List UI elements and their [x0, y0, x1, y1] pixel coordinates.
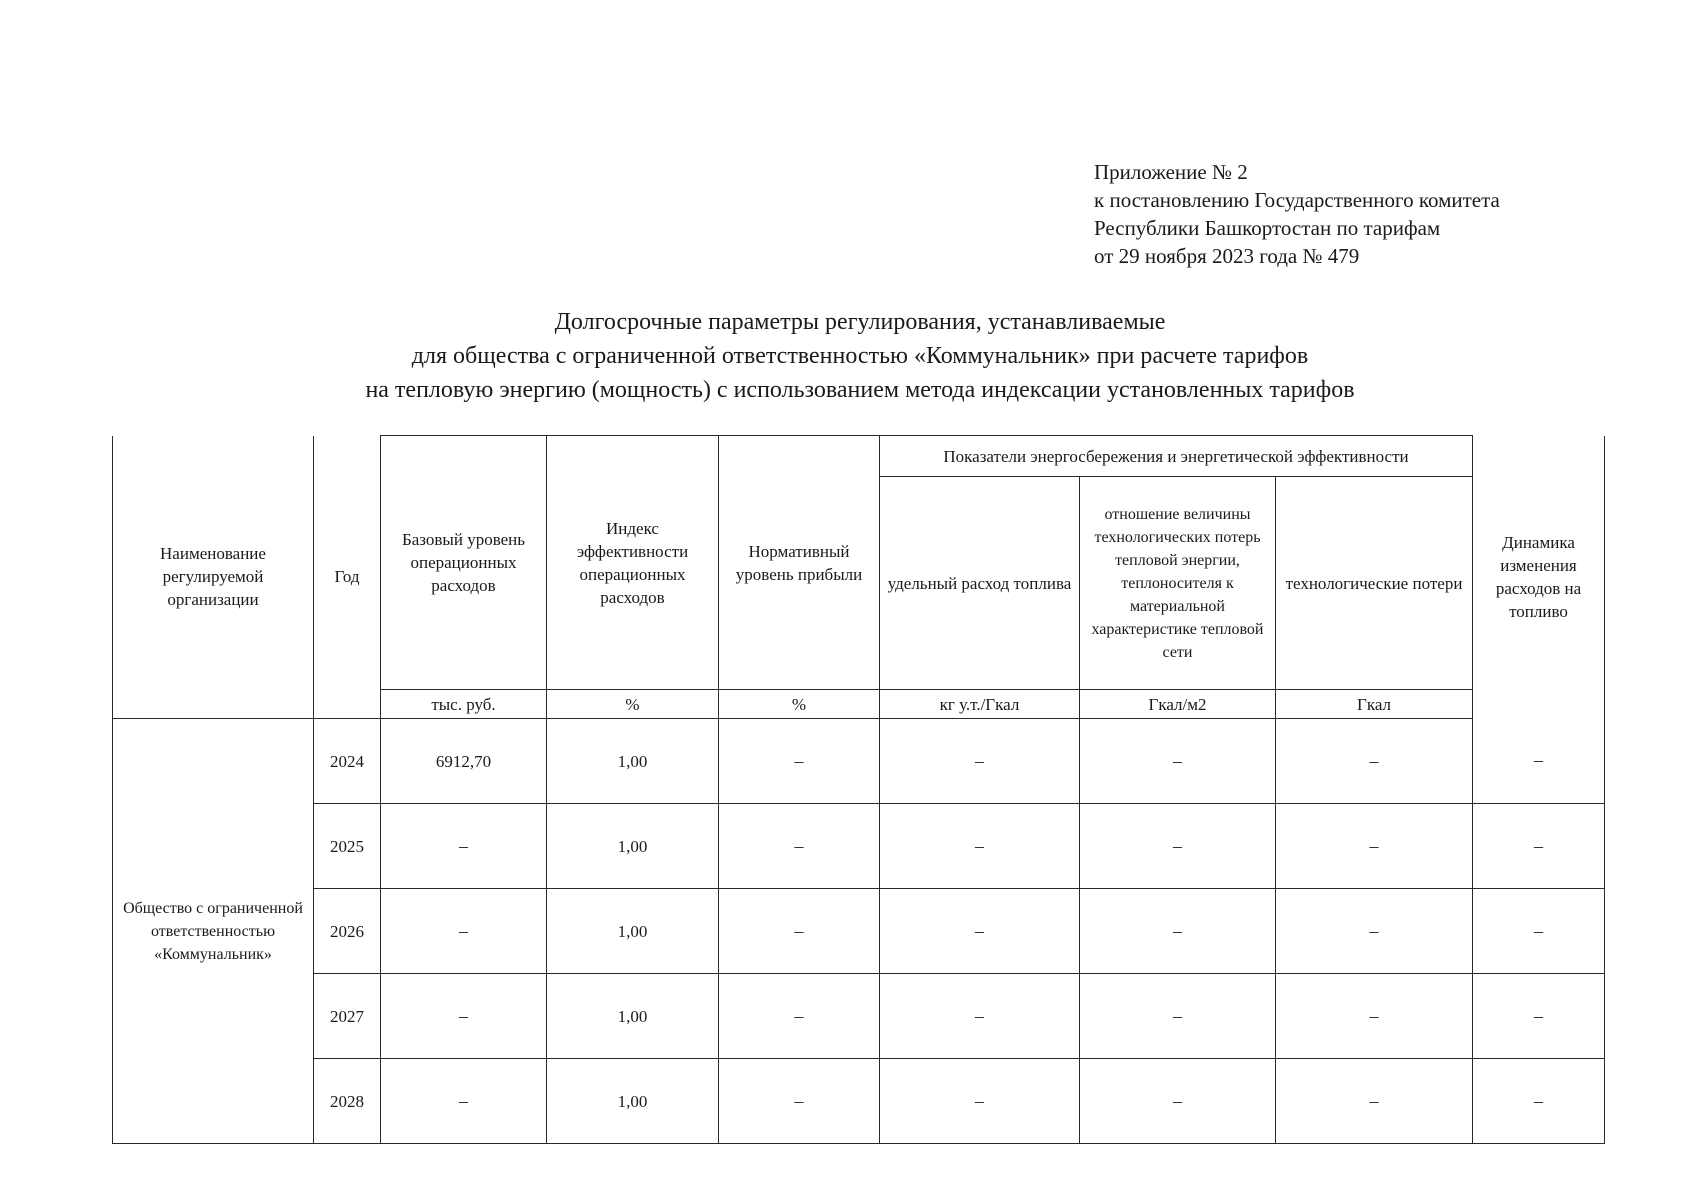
unit-fuel: кг у.т./Гкал — [880, 690, 1080, 719]
cell-fuel: – — [880, 889, 1080, 974]
cell-year: 2025 — [314, 804, 381, 889]
cell-base: 6912,70 — [381, 719, 547, 804]
header-year: Год — [314, 436, 381, 719]
cell-year: 2028 — [314, 1059, 381, 1144]
cell-index: 1,00 — [547, 1059, 719, 1144]
cell-index: 1,00 — [547, 974, 719, 1059]
table-row — [113, 719, 1605, 804]
cell-base: – — [381, 974, 547, 1059]
appendix-line-3: Республики Башкортостан по тарифам — [1094, 216, 1441, 240]
cell-dynamics: – — [1473, 1059, 1605, 1144]
cell-losses: – — [1276, 719, 1473, 804]
title-line-3: на тепловую энергию (мощность) с использованием метода индексации установленных тарифов — [365, 377, 1355, 403]
cell-dynamics: – — [1473, 719, 1605, 804]
cell-ratio: – — [1080, 719, 1276, 804]
cell-ratio: – — [1080, 974, 1276, 1059]
header-fuel-dynamics: Динамика изменения расходов на топливо — [1473, 436, 1605, 719]
cell-losses: – — [1276, 889, 1473, 974]
cell-year: 2027 — [314, 974, 381, 1059]
cell-fuel: – — [880, 719, 1080, 804]
unit-base: тыс. руб. — [381, 690, 547, 719]
cell-fuel: – — [880, 1059, 1080, 1144]
cell-dynamics: – — [1473, 889, 1605, 974]
parameters-table — [112, 435, 1605, 1144]
cell-ratio: – — [1080, 889, 1276, 974]
header-tech-losses: технологические потери — [1276, 477, 1473, 690]
cell-profit: – — [719, 889, 880, 974]
document-title — [0, 305, 1696, 407]
organization-name: Общество с ограниченной ответственностью «Коммунальник» — [113, 719, 314, 1144]
cell-index: 1,00 — [547, 804, 719, 889]
header-efficiency-index: Индекс эффективности операционных расходов — [547, 436, 719, 690]
unit-index: % — [547, 690, 719, 719]
cell-profit: – — [719, 974, 880, 1059]
unit-profit: % — [719, 690, 880, 719]
cell-ratio: – — [1080, 1059, 1276, 1144]
table-row — [113, 889, 1605, 974]
header-loss-ratio: отношение величины технологических потерь тепловой энергии, теплоносителя к материальной характеристике тепловой сети — [1080, 477, 1276, 690]
header-base-opex: Базовый уровень операционных расходов — [381, 436, 547, 690]
header-fuel-consumption: удельный расход топлива — [880, 477, 1080, 690]
title-line-2: для общества с ограниченной ответственностью «Коммунальник» при расчете тарифов — [411, 343, 1309, 369]
cell-profit: – — [719, 719, 880, 804]
unit-losses: Гкал — [1276, 690, 1473, 719]
header-profit-level: Нормативный уровень прибыли — [719, 436, 880, 690]
cell-losses: – — [1276, 974, 1473, 1059]
appendix-line-4: от 29 ноября 2023 года № 479 — [1094, 244, 1360, 268]
title-line-1: Долгосрочные параметры регулирования, устанавливаемые — [554, 309, 1166, 335]
header-org: Наименование регулируемой организации — [113, 436, 314, 719]
cell-index: 1,00 — [547, 889, 719, 974]
cell-base: – — [381, 1059, 547, 1144]
cell-losses: – — [1276, 804, 1473, 889]
table-row — [113, 1059, 1605, 1144]
table-row — [113, 974, 1605, 1059]
cell-base: – — [381, 889, 547, 974]
cell-year: 2026 — [314, 889, 381, 974]
cell-year: 2024 — [314, 719, 381, 804]
appendix-line-1: Приложение № 2 — [1094, 160, 1248, 184]
cell-ratio: – — [1080, 804, 1276, 889]
cell-fuel: – — [880, 974, 1080, 1059]
cell-losses: – — [1276, 1059, 1473, 1144]
cell-dynamics: – — [1473, 974, 1605, 1059]
header-row-group — [113, 436, 1605, 477]
header-energy-group: Показатели энергосбережения и энергетической эффективности — [880, 436, 1473, 477]
appendix-line-2: к постановлению Государственного комитета — [1094, 188, 1500, 212]
table-row — [113, 804, 1605, 889]
unit-ratio: Гкал/м2 — [1080, 690, 1276, 719]
cell-index: 1,00 — [547, 719, 719, 804]
cell-dynamics: – — [1473, 804, 1605, 889]
appendix-block — [1094, 158, 1500, 270]
cell-profit: – — [719, 1059, 880, 1144]
cell-base: – — [381, 804, 547, 889]
cell-profit: – — [719, 804, 880, 889]
cell-fuel: – — [880, 804, 1080, 889]
